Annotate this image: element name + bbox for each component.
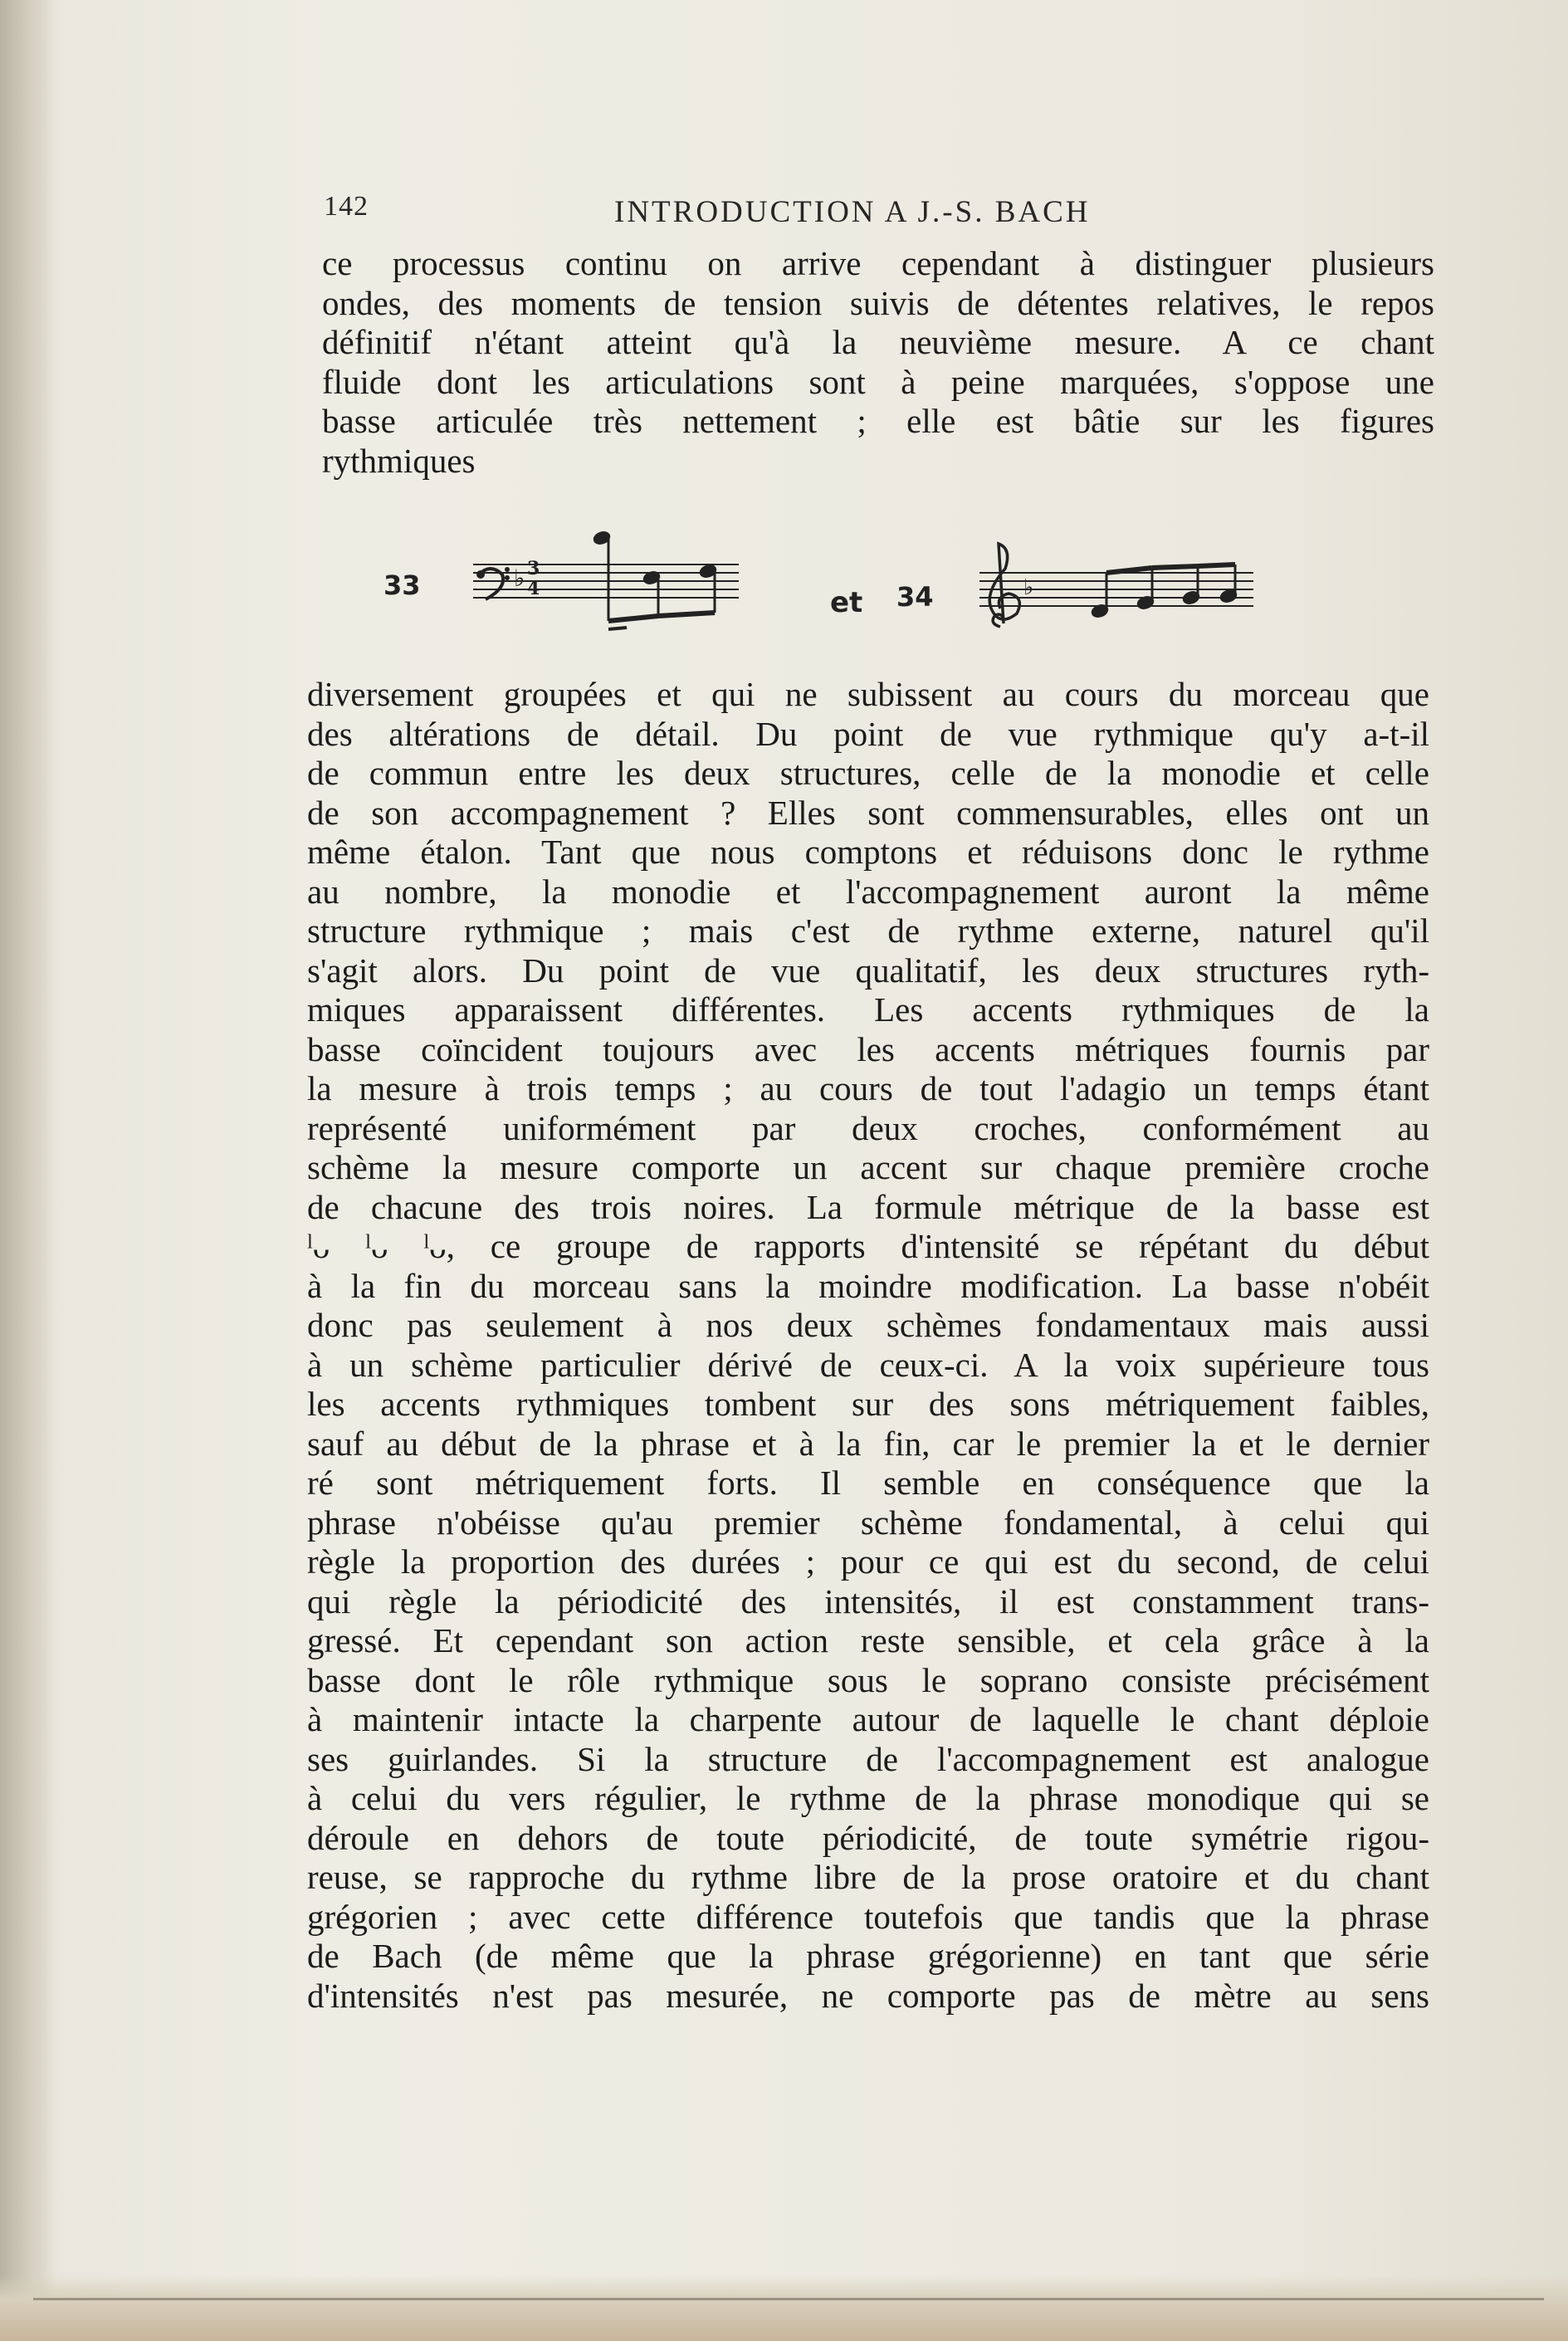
- text-line: d'intensités n'est pas mesurée, ne comporte pas de mètre au sens: [307, 1976, 1429, 2015]
- text-line: basse coïncident toujours avec les accents métriques fournis par: [307, 1029, 1429, 1068]
- page-edge-rule: [33, 2298, 1544, 2300]
- text-line: de commun entre les deux structures, celle de la monodie et celle: [307, 754, 1429, 792]
- text-line: règle la proportion des durées ; pour ce qui est du second, de celui: [307, 1542, 1429, 1581]
- example-number-34: 34: [896, 581, 934, 613]
- text-line: de Bach (de même que la phrase grégorienne) en tant que série: [307, 1937, 1429, 1975]
- example-connector: et: [830, 586, 863, 619]
- text-line: fluide dont les articulations sont à peine marquées, s'oppose une: [322, 362, 1434, 401]
- text-line: diversement groupées et qui ne subissent au cours du morceau que: [307, 675, 1429, 713]
- text-line: miques apparaissent différentes. Les accents rythmiques de la: [307, 990, 1429, 1029]
- treble-clef-staff-notation: [975, 540, 1258, 648]
- text-line: déroule en dehors de toute périodicité, de toute symétrie rigou-: [307, 1818, 1429, 1857]
- svg-text:4: 4: [527, 578, 540, 599]
- text-line: à un schème particulier dérivé de ceux-ci. A la voix supérieure tous: [307, 1345, 1429, 1384]
- paragraph-1: [322, 244, 1434, 481]
- text-line: reuse, se rapproche du rythme libre de la prose oratoire et du chant: [307, 1858, 1429, 1896]
- text-line: de son accompagnement ? Elles sont commensurables, elles ont un: [307, 793, 1429, 832]
- running-header: [324, 191, 1436, 241]
- text-line: des altérations de détail. Du point de vue rythmique qu'y a-t-il: [307, 714, 1429, 753]
- treble-clef-icon: [989, 544, 1019, 627]
- text-line: s'agit alors. Du point de vue qualitatif, les deux structures ryth-: [307, 951, 1429, 990]
- text-line: à la fin du morceau sans la moindre modification. La basse n'obéit: [307, 1266, 1429, 1305]
- text-line: ˡᴗ ˡᴗ ˡᴗ, ce groupe de rapports d'intensité se répétant du début: [307, 1227, 1429, 1265]
- text-line: de chacune des trois noires. La formule métrique de la basse est: [307, 1187, 1429, 1226]
- text-line: définitif n'étant atteint qu'à la neuvième mesure. A ce chant: [322, 323, 1434, 361]
- svg-text:♭: ♭: [1023, 575, 1034, 600]
- example-number-33: 33: [383, 569, 421, 601]
- page-number: 142: [324, 191, 369, 222]
- text-line: basse articulée très nettement ; elle est bâtie sur les figures: [322, 402, 1434, 440]
- text-line: ses guirlandes. Si la structure de l'accompagnement est analogue: [307, 1739, 1429, 1778]
- text-line: ce processus continu on arrive cependant à distinguer plusieurs: [322, 244, 1434, 282]
- text-line: même étalon. Tant que nous comptons et réduisons donc le rythme: [307, 833, 1429, 871]
- paragraph-2: [307, 675, 1429, 2016]
- running-title: INTRODUCTION A J.-S. BACH: [614, 195, 1091, 229]
- text-line: à maintenir intacte la charpente autour de laquelle le chant déploie: [307, 1700, 1429, 1738]
- text-line: rythmiques: [322, 441, 476, 480]
- music-example-figure: [365, 523, 1295, 648]
- text-line: schème la mesure comporte un accent sur chaque première croche: [307, 1148, 1429, 1186]
- text-line: ondes, des moments de tension suivis de détentes relatives, le repos: [322, 283, 1434, 322]
- text-line: gressé. Et cependant son action reste sensible, et cela grâce à la: [307, 1621, 1429, 1659]
- text-line: les accents rythmiques tombent sur des sons métriquement faibles,: [307, 1385, 1429, 1423]
- text-line: représenté uniformément par deux croches, conformément au: [307, 1108, 1429, 1147]
- text-line: grégorien ; avec cette différence toutefois que tandis que la phrase: [307, 1897, 1429, 1936]
- text-line: ré sont métriquement forts. Il semble en conséquence que la: [307, 1464, 1429, 1502]
- text-line: qui règle la périodicité des intensités, il est constamment trans-: [307, 1581, 1429, 1620]
- svg-text:3: 3: [527, 558, 540, 579]
- text-line: phrase n'obéisse qu'au premier schème fondamental, à celui qui: [307, 1503, 1429, 1542]
- text-line: la mesure à trois temps ; au cours de tout l'adagio un temps étant: [307, 1069, 1429, 1107]
- bass-clef-staff-notation: [469, 523, 743, 639]
- book-spine-shadow: [0, 0, 58, 2341]
- bass-clef-icon: [476, 567, 510, 599]
- text-line: basse dont le rôle rythmique sous le soprano consiste précisément: [307, 1660, 1429, 1699]
- text-line: structure rythmique ; mais c'est de rythme externe, naturel qu'il: [307, 911, 1429, 950]
- page-bottom-edge: [0, 2275, 1568, 2341]
- text-line: sauf au début de la phrase et à la fin, car le premier la et le dernier: [307, 1424, 1429, 1463]
- svg-text:♭: ♭: [514, 564, 525, 592]
- text-line: à celui du vers régulier, le rythme de la phrase monodique qui se: [307, 1779, 1429, 1817]
- text-line: donc pas seulement à nos deux schèmes fondamentaux mais aussi: [307, 1306, 1429, 1344]
- text-line: au nombre, la monodie et l'accompagnement auront la même: [307, 872, 1429, 911]
